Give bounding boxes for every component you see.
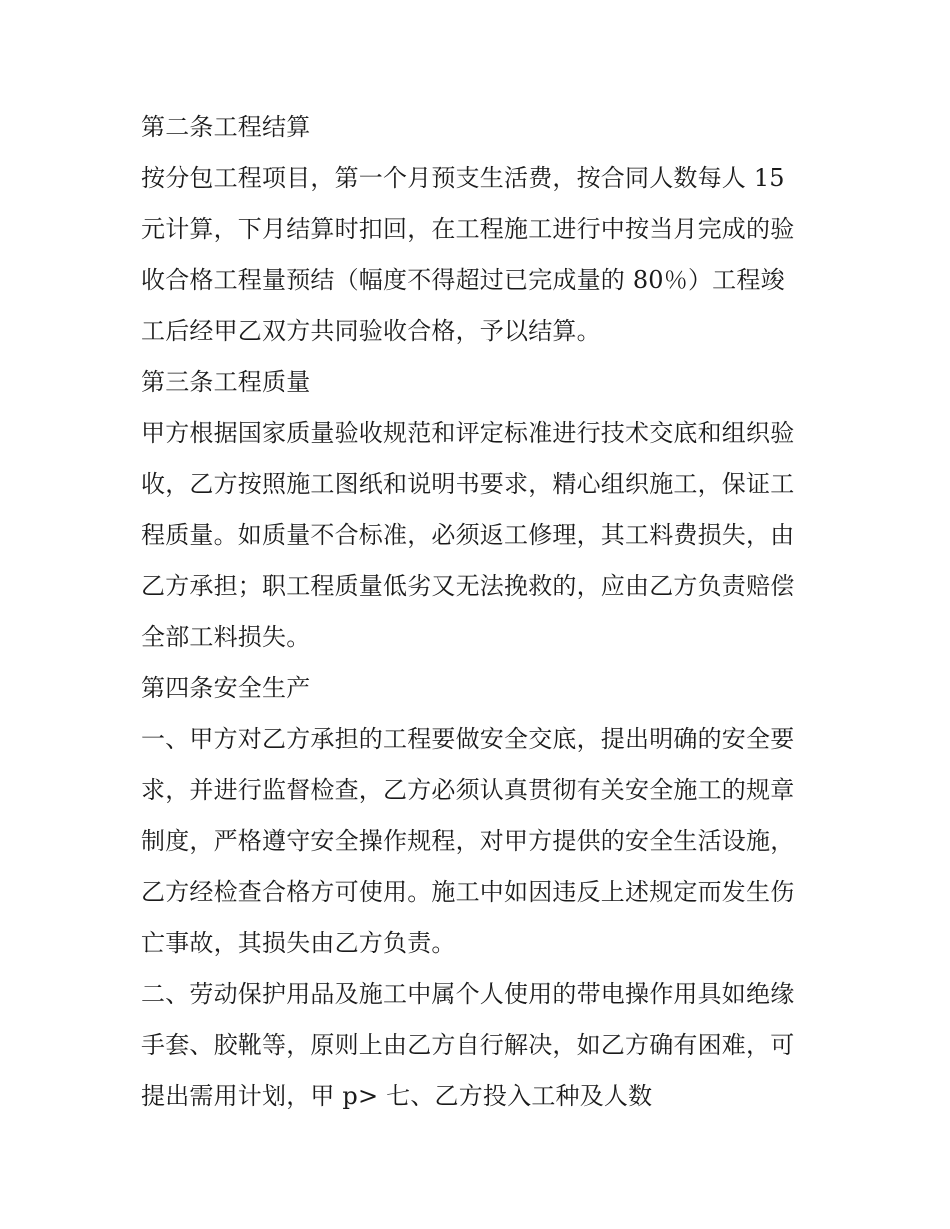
text-line: 乙方承担；职工程质量低劣又无法挽救的，应由乙方负责赔偿 bbox=[141, 572, 795, 600]
section-heading-safety: 第四条安全生产 bbox=[141, 674, 311, 702]
text-line: 制度，严格遵守安全操作规程，对甲方提供的安全生活设施， bbox=[141, 827, 795, 855]
text-line: 程质量。如质量不合标准，必须返工修理，其工料费损失，由 bbox=[141, 521, 795, 549]
text-line: 按分包工程项目，第一个月预支生活费，按合同人数每人 15 bbox=[141, 164, 785, 192]
text-line: 求，并进行监督检查，乙方必须认真贯彻有关安全施工的规章 bbox=[141, 776, 795, 804]
text-line: 收合格工程量预结（幅度不得超过已完成量的 80％）工程竣 bbox=[141, 266, 785, 294]
text-line: 工后经甲乙双方共同验收合格，予以结算。 bbox=[141, 317, 601, 345]
text-line: 甲方根据国家质量验收规范和评定标准进行技术交底和组织验 bbox=[141, 419, 795, 447]
text-line: 提出需用计划，甲 p> 七、乙方投入工种及人数 bbox=[141, 1082, 653, 1110]
section-heading-quality: 第三条工程质量 bbox=[141, 368, 311, 396]
text-line: 二、劳动保护用品及施工中属个人使用的带电操作用具如绝缘 bbox=[141, 980, 795, 1008]
text-line: 亡事故，其损失由乙方负责。 bbox=[141, 929, 456, 957]
document-body bbox=[141, 102, 821, 1122]
text-line: 乙方经检查合格方可使用。施工中如因违反上述规定而发生伤 bbox=[141, 878, 795, 906]
text-line: 全部工料损失。 bbox=[141, 623, 311, 651]
text-line: 收，乙方按照施工图纸和说明书要求，精心组织施工，保证工 bbox=[141, 470, 795, 498]
section-heading-settlement: 第二条工程结算 bbox=[141, 113, 311, 141]
text-line: 一、甲方对乙方承担的工程要做安全交底，提出明确的安全要 bbox=[141, 725, 795, 753]
text-line: 元计算，下月结算时扣回，在工程施工进行中按当月完成的验 bbox=[141, 215, 795, 243]
text-line: 手套、胶靴等，原则上由乙方自行解决，如乙方确有困难，可 bbox=[141, 1031, 795, 1059]
